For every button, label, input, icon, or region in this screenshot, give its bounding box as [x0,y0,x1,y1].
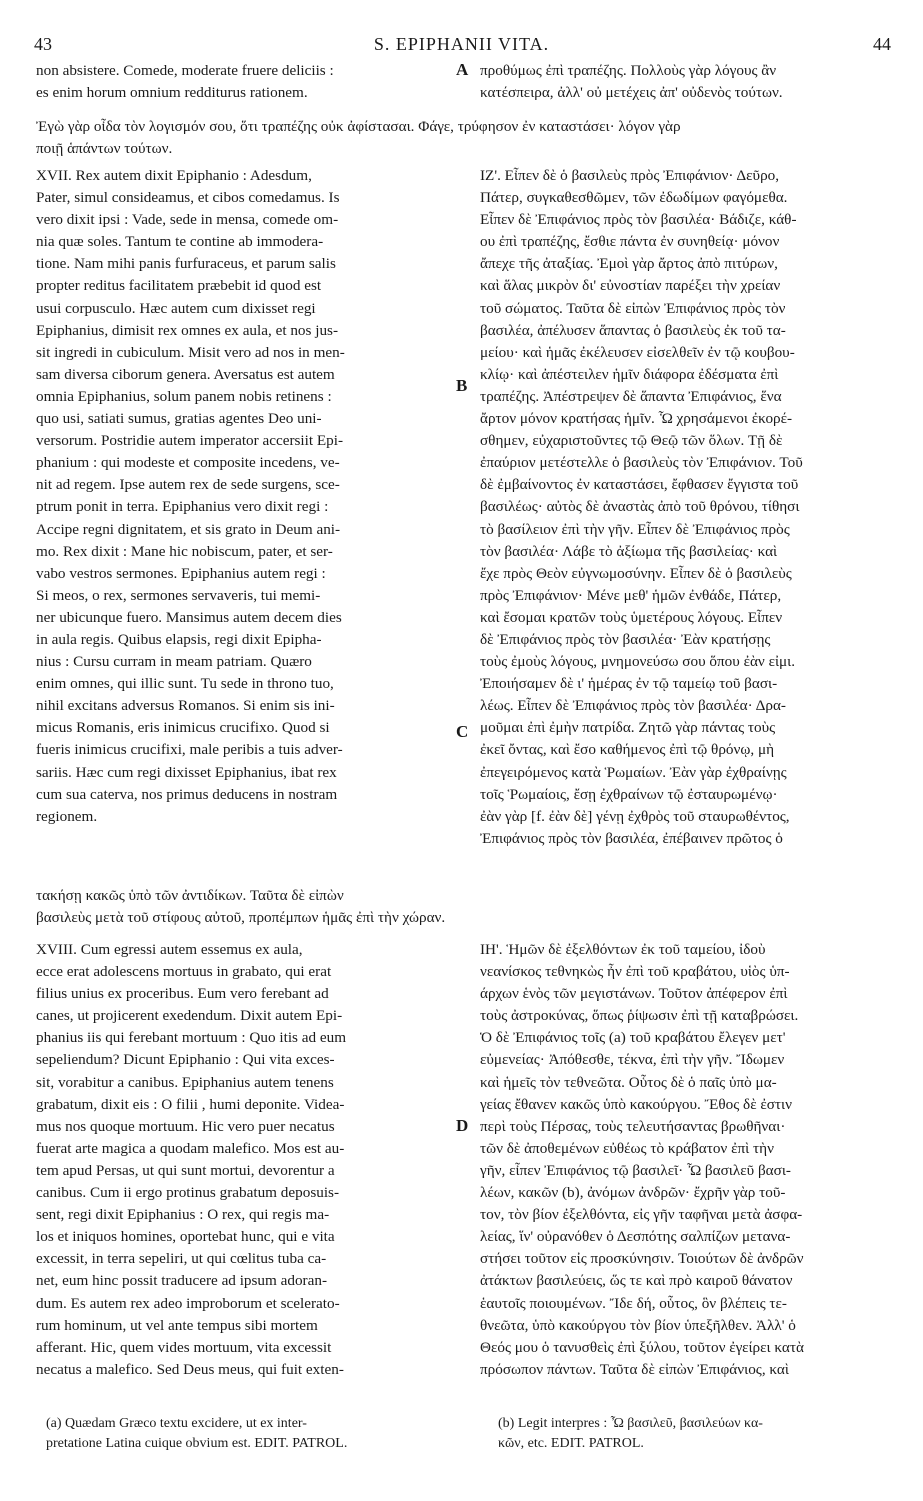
text-line: (b) Legit interpres : Ὦ βασιλεῦ, βασιλεύων κα- [498,1416,763,1431]
text-line: λείας, ἵν' οὐρανόθεν ὁ Δεσπότης σαλπίζων μετανα- [480,1228,791,1246]
text-line: λέων, κακῶν (b), ἀνόμων ἀνδρῶν· ἔχρῆν γὰρ τοῦ- [480,1184,786,1202]
margin-letter-a: A [456,60,469,79]
text-line: Ἐγὼ γὰρ οἶδα τὸν λογισμόν σου, ὅτι τραπέζης οὐκ ἀφίστασαι. Φάγε, τρύφησον ἐν καταστάσει· λόγον γὰρ [36,118,681,135]
text-line: βασιλέα, ἀπέλυσεν ἅπαντας ὁ βασιλεὺς ἐκ τοῦ τα- [480,321,786,339]
text-line: σθημεν, εὐχαριστοῦντες τῷ Θεῷ τῶν ὅλων. Τῇ δὲ [480,432,783,450]
text-line: enim omnes, qui illic sunt. Tu sede in throno tuo, [36,675,334,693]
text-line: ποιῇ ἁπάντων τούτων. [36,140,173,158]
text-line: λέως. Εἶπεν δὲ Ἐπιφάνιος πρὸς τὸν βασιλέα· Δρα- [480,697,786,715]
text-line: ecce erat adolescens mortuus in grabato, qui erat [36,963,332,981]
text-line: canes, ut projicerent exedendum. Dixit autem Epi- [36,1007,343,1025]
text-line: τοὺς ἀστροκύνας, ὅπως ῥίψωσιν ἐπὶ τῇ καταβρώσει. [480,1007,799,1025]
text-line: κῶν, etc. EDIT. PATROL. [498,1436,644,1451]
text-line: τὸν βασιλέα· Λάβε τὸ ἀξίωμα τῆς βασιλείας· καὶ [480,542,778,560]
text-line: quo usi, satiati sumus, gratias agentes Deo uni- [36,410,322,428]
text-line: Si meos, o rex, sermones servaveris, tui memi- [36,586,321,604]
text-line: micus Romanis, eris inimicus crucifixo. Quod si [36,719,330,737]
text-line: Accipe regni dignitatem, et sis grato in Deum ani- [36,520,341,538]
text-line: μείου· καὶ ἡμᾶς ἐκέλευσεν εἰσελθεῖν ἐν τῷ κουβου- [480,343,795,361]
section-17-full-greek [36,885,892,929]
text-line: usui corpusculo. Hæc autem cum dixisset regi [36,299,316,317]
text-line: canibus. Cum ii ergo protinus grabatum deposuis- [36,1184,340,1202]
section-18-latin [36,939,454,1381]
page-number-right: 44 [873,34,891,54]
text-line: καὶ ἅλας μικρὸν δι' εὐνοστίαν παρέξει τὴν χρείαν [480,277,781,295]
text-line: afferant. Hic, quem vides mortuum, vita excessit [36,1338,332,1356]
text-line: τοῦ σώματος. Ταῦτα δὲ εἰπὼν Ἐπιφάνιος πρὸς τὸν [480,299,786,317]
text-line: πρὸς Ἐπιφάνιον· Μένε μεθ' ἡμῶν ἐνθάδε, Πάτερ, [480,586,782,604]
text-line: sam diversa ciborum genera. Aversatus est autem [36,365,335,383]
text-line: καὶ ἡμεῖς τὸν τεθνεῶτα. Οὗτος δὲ ὁ παῖς ὑπὸ μα- [480,1073,777,1091]
text-line: filius unius ex proceribus. Eum vero ferebant ad [36,985,329,1003]
text-line: sariis. Hæc cum regi dixisset Epiphanius, ibat rex [36,763,337,781]
text-line: phanium : qui modeste et composite incedens, ve- [36,454,340,472]
text-line: (a) Quædam Græco textu excidere, ut ex inter- [46,1416,307,1431]
text-line: ἔχε πρὸς Θεὸν εὐγνωμοσύνην. Εἶπεν δὲ ὁ βασιλεὺς [480,564,792,582]
text-line: δὲ ἐμβαίνοντος ἐν καταστάσει, ἔφθασεν ἔγγιστα τοῦ [480,476,799,494]
margin-letter-b: B [456,376,468,395]
text-line: excessit, in terra sepeliri, ut qui cœlitus tuba ca- [36,1250,327,1268]
text-line: ἄρτον μόνον κρατήσας ἡμῖν. Ὧ χρησάμενοι ἐκορέ- [480,410,793,428]
text-line: ἐκεῖ ὄντας, καὶ ἔσο καθήμενος ἐπὶ τῷ θρόνῳ, μὴ [480,741,775,759]
section-17-latin [36,165,454,828]
text-line: versorum. Postridie autem imperator accersiit Epi- [36,432,344,450]
text-line: rum hominum, ut vel ante tempus sibi mortem [36,1316,318,1334]
text-line: θνεῶτα, ὑπὸ κακούργου τὸν βίον ὑπεξῆλθεν. Ἀλλ' ὁ [480,1316,796,1334]
text-line: άρχων ἑνὸς τῶν μεγιστάνων. Τοῦτον ἀπέφερον ἐπὶ [480,985,788,1003]
margin-letter-d: D [456,1116,469,1135]
text-line: Πάτερ, συγκαθεσθῶμεν, τῶν ἐδωδίμων φαγόμεθα. [480,189,788,207]
text-line: ἑαυτοῖς ποιουμένων. Ἴδε δή, οὗτος, ὃν βλέπεις τε- [480,1294,787,1312]
running-title: S. EPIPHANII VITA. [373,34,550,54]
text-line: βασιλέως· αὐτὸς δὲ ἀναστὰς ἀπὸ τοῦ θρόνου, τίθησι [480,498,800,516]
text-line: in aula regis. Quibus elapsis, regi dixit Epipha- [36,630,322,648]
text-line: sit, vorabitur a canibus. Epiphanius autem tenens [36,1073,334,1091]
text-line: phanius iis qui ferebant mortuum : Quo itis ad eum [36,1029,347,1047]
text-line: mo. Rex dixit : Mane hic nobiscum, pater, et ser- [36,542,333,560]
text-line: grabatum, dixit eis : O filii , humi deponite. Videa- [36,1095,345,1113]
text-line: στήσει τοῦτον εἰς προσκύνησιν. Τοιούτων δὲ ἀνδρῶν [480,1250,804,1268]
text-line: περὶ τοὺς Πέρσας, τοὺς τελευτήσαντας βρωθῆναι· [480,1117,786,1135]
text-line: μοῦμαι ἐπὶ ἐμὴν πατρίδα. Ζητῶ γὰρ πάντας τοὺς [480,719,776,737]
text-line: ΙΗ'. Ἡμῶν δὲ ἐξελθόντων ἐκ τοῦ ταμείου, ἰδοὺ [480,941,766,958]
text-line: Pater, simul consideamus, et cibos comedamus. Is [36,189,340,207]
text-line: tione. Nam mihi panis furfuraceus, et parum salis [36,255,336,273]
text-line: ner ubicunque fuero. Mansimus autem decem dies [36,608,342,626]
text-line: cum sua caterva, nos primus deducens in nostram [36,785,338,803]
text-line: εὐμενείας· Ἀπόθεσθε, τέκνα, ἐπὶ τὴν γῆν. Ἴδωμεν [480,1051,785,1069]
text-line: nit ad regem. Ipse autem rex de sede surgens, sce- [36,476,340,494]
text-line: ΙΖ'. Εἶπεν δὲ ὁ βασιλεὺς πρὸς Ἐπιφάνιον· Δεῦρο, [480,167,780,184]
text-line: τὸ βασίλειον ἐπὶ τὴν γῆν. Εἶπεν δὲ Ἐπιφάνιος πρὸς [480,520,790,538]
text-line: γείας ἔθανεν κακῶς ὑπὸ κακούργου. Ἔθος δὲ ἐστιν [480,1095,792,1113]
text-line: τοὺς ἐμοὺς λόγους, μνημονεύσω σου ὅπου ἐὰν εἰμι. [480,653,796,671]
footnote-right [498,1414,763,1454]
text-line: los et iniquos homines, oportebat hunc, qui e vita [36,1228,335,1246]
text-line: vabo vestros sermones. Epiphanius autem regi : [36,564,326,582]
text-line: ου ἐπὶ τραπέζης, ἔσθιε πάντα ἐν συνηθείᾳ· μόνον [480,233,780,251]
top-latin-column [36,60,454,104]
text-line: νεανίσκος τεθνηκὼς ἦν ἐπὶ τοῦ κραβάτου, υἱὸς ὑπ- [480,963,790,981]
text-line: es enim horum omnium redditurus rationem. [36,84,308,102]
footnote-left [46,1414,347,1454]
text-line: τῶν δὲ ἀποθεμένων εὐθέως τὸ κράβατον ἐπὶ τὴν [480,1139,774,1157]
text-line: πρόσωπον πάντων. Ταῦτα δὲ εἰπὼν Ἐπιφάνιος, καὶ [480,1360,789,1378]
text-line: net, eum hinc possit traducere ad ipsum adoran- [36,1272,328,1290]
text-line: τοῖς Ῥωμαίοις, ἔσῃ ἐχθραίνων τῷ ἐσταυρωμένῳ· [480,785,778,803]
text-line: omnia Epiphanius, solum panem nobis retinens : [36,387,332,405]
text-line: non absistere. Comede, moderate fruere deliciis : [36,62,334,79]
text-line: sepeliendum? Dicunt Epiphanio : Qui vita exces- [36,1051,335,1069]
text-line: sit ingredi in cubiculum. Misit vero ad nos in men- [36,343,345,361]
text-line: nius : Cursu curram in meam patriam. Quæro [36,653,312,671]
text-line: γῆν, εἶπεν Ἐπιφάνιος τῷ βασιλεῖ· Ὦ βασιλεῦ βασι- [480,1161,791,1179]
text-line: Ἐπιφάνιος πρὸς τὸν βασιλέα, ἐπέβαινεν πρῶτος ὁ [480,829,783,847]
text-line: Ὁ δὲ Ἐπιφάνιος τοῖς (a) τοῦ κραβάτου ἔλεγεν μετ' [480,1029,786,1047]
text-line: Ἐποιήσαμεν δὲ ι' ἡμέρας ἐν τῷ ταμείῳ τοῦ βασι- [480,675,778,693]
text-line: vero dixit ipsi : Vade, sede in mensa, comede om- [36,211,339,229]
text-line: τον, τὸν βίον ἐξελθόντα, εἰς γῆν ταφῆναι μετὰ ἀσφα- [480,1206,803,1224]
top-full-greek [36,116,892,160]
text-line: κλίῳ· καὶ ἀπέστειλεν ἡμῖν διάφορα ἐδέσματα ἐπὶ [480,365,779,383]
text-line: ἐπεγειρόμενος κατὰ Ῥωμαίων. Ἐὰν γὰρ ἐχθραίνῃς [480,763,787,781]
text-line: nihil excitans adversus Romanos. Si enim sis ini- [36,697,335,715]
text-line: Epiphanius, dimisit rex omnes ex aula, et nos jus- [36,321,339,339]
text-line: Εἶπεν δὲ Ἐπιφάνιος πρὸς τὸν βασιλέα· Βάδιζε, κάθ- [480,211,797,229]
text-line: regionem. [36,807,98,825]
text-line: Θεός μου ὁ τανυσθεὶς ἐπὶ ξύλου, τοῦτον ἐγείρει κατὰ [480,1338,804,1356]
text-line: ptrum ponit in terra. Epiphanius vero dixit regi : [36,498,329,516]
text-line: δὲ Ἐπιφάνιος πρὸς τὸν βασιλέα· Ἐὰν κρατήσῃς [480,630,771,648]
top-greek-column [480,60,892,104]
text-line: καὶ ἔσομαι κρατῶν τοὺς ὑμετέρους λόγους. Εἶπεν [480,608,783,626]
text-line: pretatione Latina cuique obvium est. EDIT. PATROL. [46,1436,348,1451]
margin-letter-c: C [456,722,469,741]
section-18-greek [480,939,892,1381]
text-line: XVIII. Cum egressi autem essemus ex aula, [36,941,303,958]
text-line: ἐὰν γὰρ [f. ἐὰν δὲ] γένῃ ἐχθρὸς τοῦ σταυρωθέντος, [480,807,790,825]
page-number-left: 43 [34,34,52,54]
section-17-greek [480,165,892,850]
text-line: ἐπαύριον μετέστελλε ὁ βασιλεὺς τὸν Ἐπιφάνιον. Τοῦ [480,454,803,472]
text-line: ἄπεχε τῆς ἀταξίας. Ἐμοὶ γὰρ ἄρτος ἀπὸ πιτύρων, [480,255,778,273]
text-line: βασιλεὺς μετὰ τοῦ στίφους αὐτοῦ, προπέμπων ἡμᾶς ἐπὶ τὴν χώραν. [36,909,446,927]
text-line: τραπέζης. Ἀπέστρεψεν δὲ ἅπαντα Ἐπιφάνιος, ἕνα [480,387,782,405]
text-line: tem apud Persas, ut qui sunt mortui, devorentur a [36,1161,335,1179]
text-line: sent, regi dixit Epiphanius : O rex, qui regis ma- [36,1206,330,1224]
text-line: necatus a malefico. Sed Deus meus, qui fuit exten- [36,1360,344,1378]
text-line: fueris inimicus crucifixi, male peribis a tuis adver- [36,741,343,759]
text-line: XVII. Rex autem dixit Epiphanio : Adesdum, [36,167,312,184]
text-line: κατέσπειρα, ἀλλ' οὐ μετέχεις ἀπ' οὐδενὸς τούτων. [480,84,783,102]
text-line: mus nos quoque mortuum. Hic vero puer necatus [36,1117,335,1135]
text-line: nia quæ soles. Tantum te contine ab immodera- [36,233,324,251]
text-line: τακήσῃ κακῶς ὑπὸ τῶν ἀντιδίκων. Ταῦτα δὲ εἰπὼν [36,887,344,904]
text-line: προθύμως ἐπὶ τραπέζης. Πολλοὺς γὰρ λόγους ἂν [480,62,777,79]
text-line: dum. Es autem rex adeo improborum et scelerato- [36,1294,340,1312]
text-line: propter reditus facilitatem præbebit id quod est [36,277,322,295]
text-line: fuerat arte magica a quodam malefico. Mos est au- [36,1139,345,1157]
text-line: ἀτάκτων βασιλεύεις, ὥς τε καὶ πρὸ καιροῦ θάνατον [480,1272,793,1290]
